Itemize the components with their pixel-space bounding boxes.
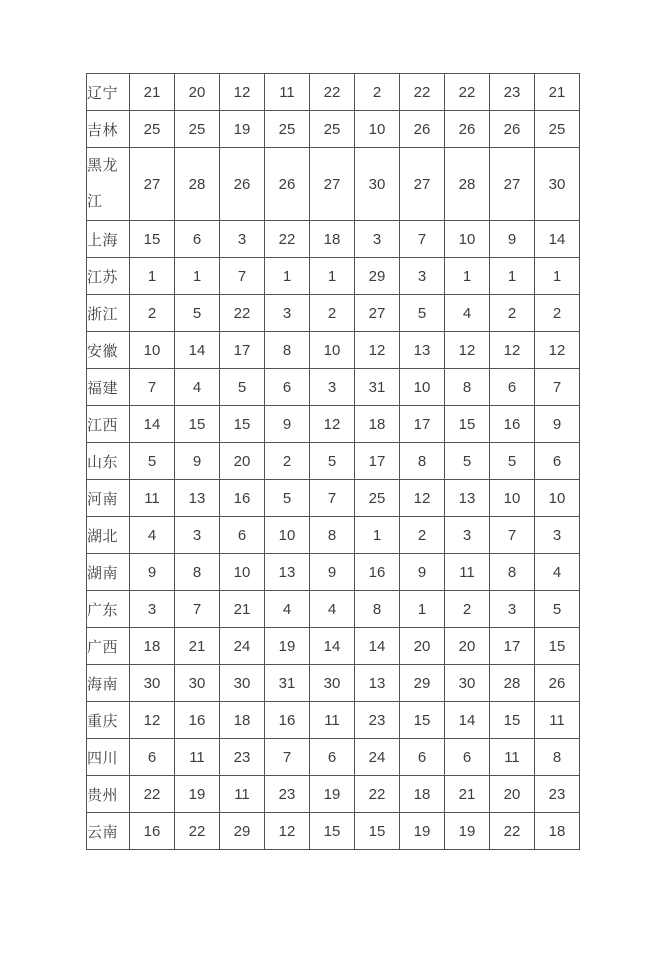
- value-cell: 15: [445, 406, 490, 443]
- value-cell: 19: [445, 813, 490, 850]
- value-cell: 15: [490, 702, 535, 739]
- value-cell: 12: [490, 332, 535, 369]
- value-cell: 23: [355, 702, 400, 739]
- value-cell: 30: [310, 665, 355, 702]
- value-cell: 21: [445, 776, 490, 813]
- value-cell: 18: [535, 813, 580, 850]
- value-cell: 2: [355, 74, 400, 111]
- value-cell: 1: [265, 258, 310, 295]
- value-cell: 6: [265, 369, 310, 406]
- value-cell: 13: [265, 554, 310, 591]
- value-cell: 1: [355, 517, 400, 554]
- value-cell: 10: [265, 517, 310, 554]
- province-cell: 黑龙江: [87, 148, 130, 221]
- province-cell: 山东: [87, 443, 130, 480]
- table-row: [87, 813, 580, 850]
- value-cell: 21: [175, 628, 220, 665]
- value-cell: 11: [310, 702, 355, 739]
- value-cell: 3: [175, 517, 220, 554]
- value-cell: 10: [130, 332, 175, 369]
- value-cell: 12: [265, 813, 310, 850]
- value-cell: 3: [490, 591, 535, 628]
- value-cell: 20: [400, 628, 445, 665]
- value-cell: 5: [220, 369, 265, 406]
- value-cell: 12: [220, 74, 265, 111]
- province-data-table: [86, 73, 580, 850]
- table-row: [87, 628, 580, 665]
- value-cell: 21: [535, 74, 580, 111]
- province-cell: 辽宁: [87, 74, 130, 111]
- value-cell: 11: [220, 776, 265, 813]
- value-cell: 27: [490, 148, 535, 221]
- value-cell: 29: [355, 258, 400, 295]
- value-cell: 13: [355, 665, 400, 702]
- value-cell: 3: [355, 221, 400, 258]
- value-cell: 6: [130, 739, 175, 776]
- value-cell: 30: [130, 665, 175, 702]
- value-cell: 6: [490, 369, 535, 406]
- value-cell: 14: [445, 702, 490, 739]
- value-cell: 5: [310, 443, 355, 480]
- value-cell: 1: [400, 591, 445, 628]
- value-cell: 4: [445, 295, 490, 332]
- value-cell: 28: [490, 665, 535, 702]
- value-cell: 22: [175, 813, 220, 850]
- value-cell: 3: [310, 369, 355, 406]
- value-cell: 19: [265, 628, 310, 665]
- value-cell: 26: [265, 148, 310, 221]
- province-cell: 云南: [87, 813, 130, 850]
- table-row: [87, 591, 580, 628]
- table-row: [87, 554, 580, 591]
- value-cell: 3: [220, 221, 265, 258]
- value-cell: 1: [535, 258, 580, 295]
- value-cell: 15: [310, 813, 355, 850]
- value-cell: 28: [175, 148, 220, 221]
- value-cell: 6: [445, 739, 490, 776]
- value-cell: 11: [130, 480, 175, 517]
- province-cell: 四川: [87, 739, 130, 776]
- value-cell: 15: [400, 702, 445, 739]
- value-cell: 8: [400, 443, 445, 480]
- value-cell: 11: [490, 739, 535, 776]
- value-cell: 2: [535, 295, 580, 332]
- value-cell: 7: [535, 369, 580, 406]
- value-cell: 1: [490, 258, 535, 295]
- value-cell: 1: [130, 258, 175, 295]
- value-cell: 23: [265, 776, 310, 813]
- value-cell: 27: [310, 148, 355, 221]
- value-cell: 9: [535, 406, 580, 443]
- value-cell: 20: [175, 74, 220, 111]
- province-cell: 河南: [87, 480, 130, 517]
- value-cell: 12: [130, 702, 175, 739]
- value-cell: 30: [220, 665, 265, 702]
- value-cell: 10: [535, 480, 580, 517]
- value-cell: 24: [220, 628, 265, 665]
- value-cell: 11: [445, 554, 490, 591]
- value-cell: 12: [400, 480, 445, 517]
- value-cell: 24: [355, 739, 400, 776]
- province-cell: 贵州: [87, 776, 130, 813]
- value-cell: 10: [445, 221, 490, 258]
- value-cell: 3: [445, 517, 490, 554]
- value-cell: 28: [445, 148, 490, 221]
- value-cell: 22: [355, 776, 400, 813]
- table-row: [87, 517, 580, 554]
- value-cell: 2: [490, 295, 535, 332]
- value-cell: 20: [490, 776, 535, 813]
- value-cell: 1: [175, 258, 220, 295]
- value-cell: 16: [490, 406, 535, 443]
- value-cell: 5: [175, 295, 220, 332]
- value-cell: 15: [130, 221, 175, 258]
- value-cell: 27: [130, 148, 175, 221]
- table-row: [87, 74, 580, 111]
- value-cell: 22: [130, 776, 175, 813]
- value-cell: 18: [400, 776, 445, 813]
- value-cell: 25: [175, 111, 220, 148]
- value-cell: 14: [130, 406, 175, 443]
- value-cell: 12: [445, 332, 490, 369]
- value-cell: 10: [400, 369, 445, 406]
- value-cell: 2: [400, 517, 445, 554]
- value-cell: 14: [310, 628, 355, 665]
- value-cell: 10: [355, 111, 400, 148]
- value-cell: 2: [265, 443, 310, 480]
- value-cell: 8: [490, 554, 535, 591]
- value-cell: 27: [400, 148, 445, 221]
- value-cell: 18: [355, 406, 400, 443]
- value-cell: 8: [355, 591, 400, 628]
- value-cell: 8: [175, 554, 220, 591]
- value-cell: 25: [265, 111, 310, 148]
- value-cell: 5: [490, 443, 535, 480]
- table-row: [87, 406, 580, 443]
- value-cell: 26: [220, 148, 265, 221]
- value-cell: 8: [310, 517, 355, 554]
- value-cell: 19: [220, 111, 265, 148]
- value-cell: 14: [175, 332, 220, 369]
- value-cell: 13: [400, 332, 445, 369]
- value-cell: 10: [310, 332, 355, 369]
- province-cell: 重庆: [87, 702, 130, 739]
- value-cell: 4: [130, 517, 175, 554]
- table-row: [87, 702, 580, 739]
- value-cell: 16: [175, 702, 220, 739]
- value-cell: 26: [535, 665, 580, 702]
- value-cell: 7: [400, 221, 445, 258]
- value-cell: 8: [445, 369, 490, 406]
- value-cell: 27: [355, 295, 400, 332]
- value-cell: 4: [310, 591, 355, 628]
- value-cell: 3: [130, 591, 175, 628]
- value-cell: 7: [490, 517, 535, 554]
- value-cell: 10: [490, 480, 535, 517]
- value-cell: 13: [445, 480, 490, 517]
- province-cell: 广西: [87, 628, 130, 665]
- value-cell: 22: [220, 295, 265, 332]
- value-cell: 5: [265, 480, 310, 517]
- value-cell: 20: [445, 628, 490, 665]
- value-cell: 16: [355, 554, 400, 591]
- value-cell: 7: [220, 258, 265, 295]
- value-cell: 16: [130, 813, 175, 850]
- value-cell: 5: [400, 295, 445, 332]
- value-cell: 23: [220, 739, 265, 776]
- value-cell: 29: [220, 813, 265, 850]
- value-cell: 6: [175, 221, 220, 258]
- province-cell: 江西: [87, 406, 130, 443]
- value-cell: 21: [130, 74, 175, 111]
- value-cell: 9: [310, 554, 355, 591]
- value-cell: 7: [130, 369, 175, 406]
- province-cell: 广东: [87, 591, 130, 628]
- province-cell: 福建: [87, 369, 130, 406]
- value-cell: 5: [130, 443, 175, 480]
- table-body: [87, 74, 580, 850]
- value-cell: 12: [310, 406, 355, 443]
- value-cell: 6: [535, 443, 580, 480]
- table-row: [87, 295, 580, 332]
- value-cell: 4: [175, 369, 220, 406]
- value-cell: 8: [535, 739, 580, 776]
- value-cell: 4: [265, 591, 310, 628]
- value-cell: 2: [130, 295, 175, 332]
- value-cell: 21: [220, 591, 265, 628]
- value-cell: 6: [220, 517, 265, 554]
- table-row: [87, 221, 580, 258]
- province-cell: 吉林: [87, 111, 130, 148]
- value-cell: 20: [220, 443, 265, 480]
- table-row: [87, 665, 580, 702]
- value-cell: 26: [490, 111, 535, 148]
- value-cell: 22: [265, 221, 310, 258]
- value-cell: 26: [445, 111, 490, 148]
- value-cell: 16: [220, 480, 265, 517]
- province-cell: 海南: [87, 665, 130, 702]
- value-cell: 30: [445, 665, 490, 702]
- value-cell: 18: [130, 628, 175, 665]
- value-cell: 25: [355, 480, 400, 517]
- value-cell: 26: [400, 111, 445, 148]
- value-cell: 29: [400, 665, 445, 702]
- value-cell: 3: [265, 295, 310, 332]
- value-cell: 18: [310, 221, 355, 258]
- value-cell: 9: [400, 554, 445, 591]
- value-cell: 22: [445, 74, 490, 111]
- value-cell: 19: [400, 813, 445, 850]
- value-cell: 15: [355, 813, 400, 850]
- value-cell: 19: [310, 776, 355, 813]
- value-cell: 6: [400, 739, 445, 776]
- value-cell: 30: [535, 148, 580, 221]
- value-cell: 22: [310, 74, 355, 111]
- value-cell: 1: [310, 258, 355, 295]
- value-cell: 5: [445, 443, 490, 480]
- value-cell: 11: [175, 739, 220, 776]
- value-cell: 9: [175, 443, 220, 480]
- value-cell: 12: [535, 332, 580, 369]
- value-cell: 17: [220, 332, 265, 369]
- value-cell: 22: [400, 74, 445, 111]
- table-row: [87, 739, 580, 776]
- table-row: [87, 111, 580, 148]
- value-cell: 31: [265, 665, 310, 702]
- value-cell: 6: [310, 739, 355, 776]
- value-cell: 1: [445, 258, 490, 295]
- value-cell: 17: [355, 443, 400, 480]
- value-cell: 9: [490, 221, 535, 258]
- value-cell: 25: [310, 111, 355, 148]
- value-cell: 10: [220, 554, 265, 591]
- value-cell: 16: [265, 702, 310, 739]
- province-cell: 安徽: [87, 332, 130, 369]
- value-cell: 25: [535, 111, 580, 148]
- table-row: [87, 776, 580, 813]
- province-cell: 湖南: [87, 554, 130, 591]
- value-cell: 9: [265, 406, 310, 443]
- value-cell: 2: [310, 295, 355, 332]
- value-cell: 30: [355, 148, 400, 221]
- table-row: [87, 332, 580, 369]
- table-row: [87, 369, 580, 406]
- value-cell: 15: [535, 628, 580, 665]
- province-cell: 浙江: [87, 295, 130, 332]
- value-cell: 18: [220, 702, 265, 739]
- value-cell: 25: [130, 111, 175, 148]
- value-cell: 4: [535, 554, 580, 591]
- value-cell: 19: [175, 776, 220, 813]
- value-cell: 14: [535, 221, 580, 258]
- province-cell: 江苏: [87, 258, 130, 295]
- value-cell: 17: [400, 406, 445, 443]
- value-cell: 8: [265, 332, 310, 369]
- value-cell: 7: [310, 480, 355, 517]
- table-row: [87, 258, 580, 295]
- value-cell: 22: [490, 813, 535, 850]
- value-cell: 15: [175, 406, 220, 443]
- value-cell: 11: [535, 702, 580, 739]
- value-cell: 9: [130, 554, 175, 591]
- value-cell: 7: [265, 739, 310, 776]
- value-cell: 15: [220, 406, 265, 443]
- value-cell: 5: [535, 591, 580, 628]
- value-cell: 3: [535, 517, 580, 554]
- table-row: [87, 480, 580, 517]
- value-cell: 23: [535, 776, 580, 813]
- province-cell: 上海: [87, 221, 130, 258]
- value-cell: 31: [355, 369, 400, 406]
- value-cell: 13: [175, 480, 220, 517]
- value-cell: 7: [175, 591, 220, 628]
- value-cell: 14: [355, 628, 400, 665]
- value-cell: 12: [355, 332, 400, 369]
- province-cell: 湖北: [87, 517, 130, 554]
- table-row: [87, 148, 580, 221]
- value-cell: 23: [490, 74, 535, 111]
- value-cell: 2: [445, 591, 490, 628]
- value-cell: 17: [490, 628, 535, 665]
- value-cell: 3: [400, 258, 445, 295]
- table-row: [87, 443, 580, 480]
- value-cell: 30: [175, 665, 220, 702]
- value-cell: 11: [265, 74, 310, 111]
